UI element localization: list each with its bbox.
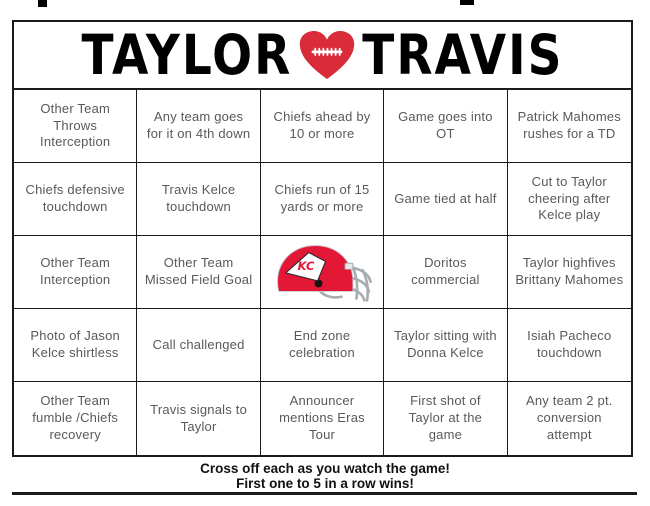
card-title [14,22,631,90]
bingo-cell-r3c5[interactable]: Taylor highfives Brittany Mahomes [508,236,631,309]
bingo-cell-r2c5[interactable]: Cut to Taylor cheering after Kelce play [508,163,631,236]
bingo-cell-r4c4[interactable]: Taylor sitting with Donna Kelce [384,309,507,382]
print-artifact [460,0,474,5]
bingo-cell-r1c5[interactable]: Patrick Mahomes rushes for a TD [508,90,631,163]
bingo-cell-r3c2[interactable]: Other Team Missed Field Goal [137,236,260,309]
bingo-cell-free-space[interactable] [261,236,384,309]
footer-instructions [0,462,650,492]
title-travis: TRAVIS [362,22,564,88]
chiefs-helmet-icon [269,240,375,304]
bingo-cell-r4c1[interactable]: Photo of Jason Kelce shirtless [14,309,137,382]
bingo-cell-r1c3[interactable]: Chiefs ahead by 10 or more [261,90,384,163]
bingo-cell-r1c4[interactable]: Game goes into OT [384,90,507,163]
bingo-card [12,20,633,457]
heart-football-icon [298,29,356,82]
bingo-cell-r1c2[interactable]: Any team goes for it on 4th down [137,90,260,163]
footer-rule [12,492,637,495]
bingo-cell-r2c4[interactable]: Game tied at half [384,163,507,236]
footer-line-1: Cross off each as you watch the game! [200,461,450,476]
bingo-cell-r2c1[interactable]: Chiefs defensive touchdown [14,163,137,236]
bingo-cell-r4c2[interactable]: Call challenged [137,309,260,382]
bingo-cell-r5c1[interactable]: Other Team fumble /Chiefs recovery [14,382,137,455]
bingo-cell-r5c3[interactable]: Announcer mentions Eras Tour [261,382,384,455]
print-artifact [38,0,47,7]
bingo-cell-r5c4[interactable]: First shot of Taylor at the game [384,382,507,455]
footer-line-2: First one to 5 in a row wins! [236,475,414,491]
title-taylor: TAYLOR [81,22,293,88]
bingo-cell-r5c2[interactable]: Travis signals to Taylor [137,382,260,455]
bingo-cell-r1c1[interactable]: Other Team Throws Interception [14,90,137,163]
svg-text:KC: KC [297,259,315,274]
bingo-cell-r2c3[interactable]: Chiefs run of 15 yards or more [261,163,384,236]
bingo-cell-r3c1[interactable]: Other Team Interception [14,236,137,309]
bingo-cell-r4c3[interactable]: End zone celebration [261,309,384,382]
bingo-cell-r5c5[interactable]: Any team 2 pt. conversion attempt [525,393,613,442]
bingo-grid [14,90,631,455]
bingo-cell-r4c5[interactable]: Isiah Pacheco touchdown [508,309,631,382]
bingo-cell-r3c4[interactable]: Doritos commercial [384,236,507,309]
bingo-cell-r2c2[interactable]: Travis Kelce touchdown [137,163,260,236]
